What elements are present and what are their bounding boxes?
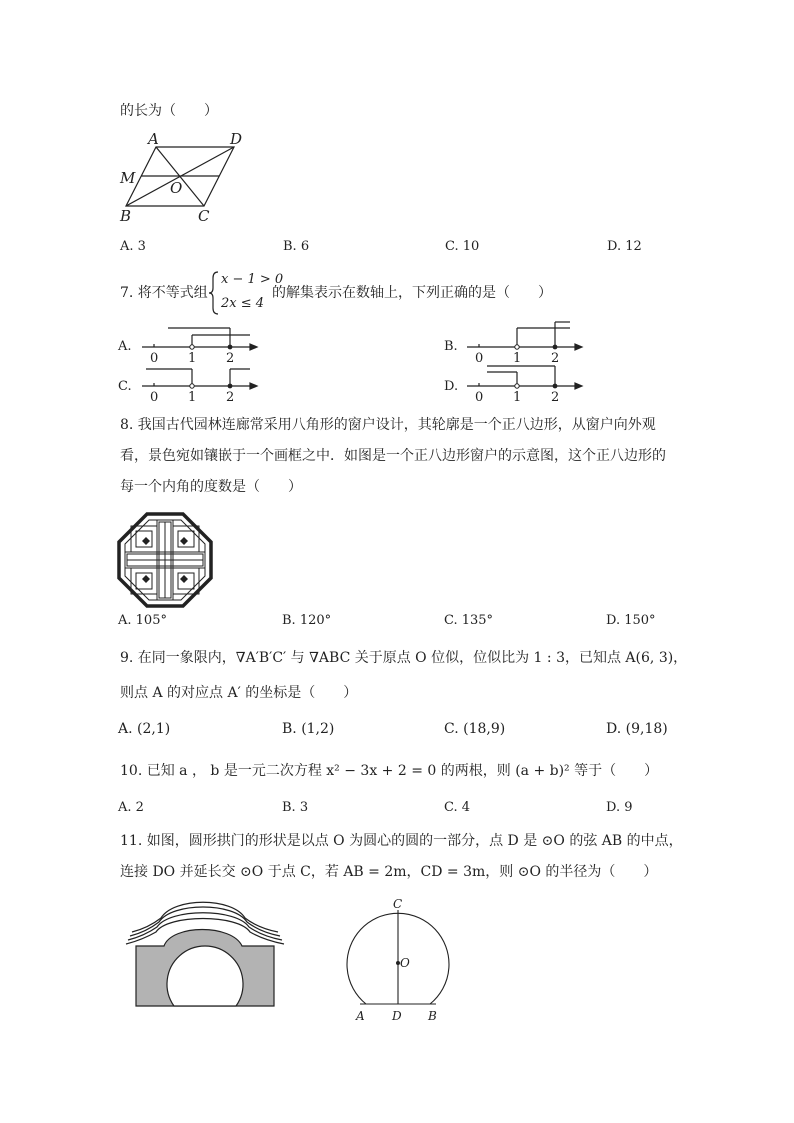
q7-option-c[interactable]: C. xyxy=(118,379,132,394)
q7-option-a[interactable]: A. xyxy=(118,339,132,354)
q8-option-a[interactable]: A. 105° xyxy=(118,613,167,628)
q6-option-c[interactable]: C. 10 xyxy=(445,239,480,254)
tick-0: 0 xyxy=(150,351,159,366)
q10-stem: 10. 已知 a ， b 是一元二次方程 x² − 3x + 2 = 0 的两根，则 (a + b)² 等于（ ） xyxy=(120,763,659,779)
q9-option-b[interactable]: B. (1,2) xyxy=(282,721,335,737)
q10-option-d[interactable]: D. 9 xyxy=(606,800,633,815)
q9-stem-line-1: 9. 在同一象限内，∇A′B′C′ 与 ∇ABC 关于原点 O 位似，位似比为 1 : 3，已知点 A(6, 3)， xyxy=(120,650,688,666)
q7-option-b[interactable]: B. xyxy=(444,339,458,354)
q6-stem-tail: 的长为（ ） xyxy=(120,103,218,119)
q11-stem-line-2: 连接 DO 并延长交 ⊙O 于点 C，若 AB = 2m，CD = 3m，则 ⊙O 的半径为（ ） xyxy=(120,864,658,880)
q7-suffix: 的解集表示在数轴上，下列正确的是（ ） xyxy=(272,285,552,301)
q10-option-c[interactable]: C. 4 xyxy=(444,800,471,815)
q10-option-b[interactable]: B. 3 xyxy=(282,800,309,815)
label-M: M xyxy=(120,169,136,187)
tick-1: 1 xyxy=(188,390,197,405)
q7-number-line-d xyxy=(465,362,590,404)
q11-stem-line-1: 11. 如图，圆形拱门的形状是以点 O 为圆心的圆的一部分，点 D 是 ⊙O 的弦 AB 的中点， xyxy=(120,833,683,849)
tick-1: 1 xyxy=(513,390,522,405)
q9-option-c[interactable]: C. (18,9) xyxy=(444,721,506,737)
q9-option-a[interactable]: A. (2,1) xyxy=(118,721,171,737)
q7-number-line-a xyxy=(140,325,265,365)
tick-2: 2 xyxy=(226,351,235,366)
q8-stem-line-2: 看，景色宛如镶嵌于一个画框之中．如图是一个正八边形窗户的示意图，这个正八边形的 xyxy=(120,448,666,464)
q9-option-d[interactable]: D. (9,18) xyxy=(606,721,668,737)
q8-option-d[interactable]: D. 150° xyxy=(606,613,656,628)
q6-option-d[interactable]: D. 12 xyxy=(607,239,642,254)
q7-option-d[interactable]: D. xyxy=(444,379,459,394)
arch-gate-figure xyxy=(124,910,286,1010)
q6-parallelogram-figure xyxy=(110,128,270,228)
q6-option-a[interactable]: A. 3 xyxy=(120,239,146,254)
q7-prefix: 7. 将不等式组 xyxy=(120,285,208,301)
tick-1: 1 xyxy=(188,351,197,366)
q8-option-c[interactable]: C. 135° xyxy=(444,613,494,628)
label-A: A xyxy=(148,130,159,148)
label-C: C xyxy=(393,897,403,911)
q7-inequality-2: 2x ≤ 4 xyxy=(221,296,265,311)
circle-diagram-figure xyxy=(342,896,454,1026)
q10-option-a[interactable]: A. 2 xyxy=(118,800,144,815)
q7-inequality-1: x − 1 > 0 xyxy=(221,272,284,287)
q7-number-line-b xyxy=(465,322,590,365)
tick-0: 0 xyxy=(150,390,159,405)
label-A: A xyxy=(356,1009,365,1023)
label-C: C xyxy=(198,207,210,225)
q9-stem-line-2: 则点 A 的对应点 A′ 的坐标是（ ） xyxy=(120,685,358,701)
q7-number-line-c xyxy=(140,364,265,404)
q7-brace-icon xyxy=(208,270,220,316)
tick-2: 2 xyxy=(551,351,560,366)
label-B: B xyxy=(428,1009,437,1023)
q6-option-b[interactable]: B. 6 xyxy=(283,239,310,254)
label-O: O xyxy=(400,956,410,970)
tick-0: 0 xyxy=(475,390,484,405)
q8-stem-line-3: 每一个内角的度数是（ ） xyxy=(120,479,302,495)
label-D: D xyxy=(392,1009,402,1023)
tick-2: 2 xyxy=(226,390,235,405)
label-D: D xyxy=(230,130,243,148)
octagon-window-figure xyxy=(117,512,213,608)
tick-1: 1 xyxy=(513,351,522,366)
q8-option-b[interactable]: B. 120° xyxy=(282,613,332,628)
tick-0: 0 xyxy=(475,351,484,366)
label-O: O xyxy=(170,179,183,197)
label-B: B xyxy=(120,207,132,225)
tick-2: 2 xyxy=(551,390,560,405)
q8-stem-line-1: 8. 我国古代园林连廊常采用八角形的窗户设计，其轮廓是一个正八边形，从窗户向外观 xyxy=(120,417,656,433)
